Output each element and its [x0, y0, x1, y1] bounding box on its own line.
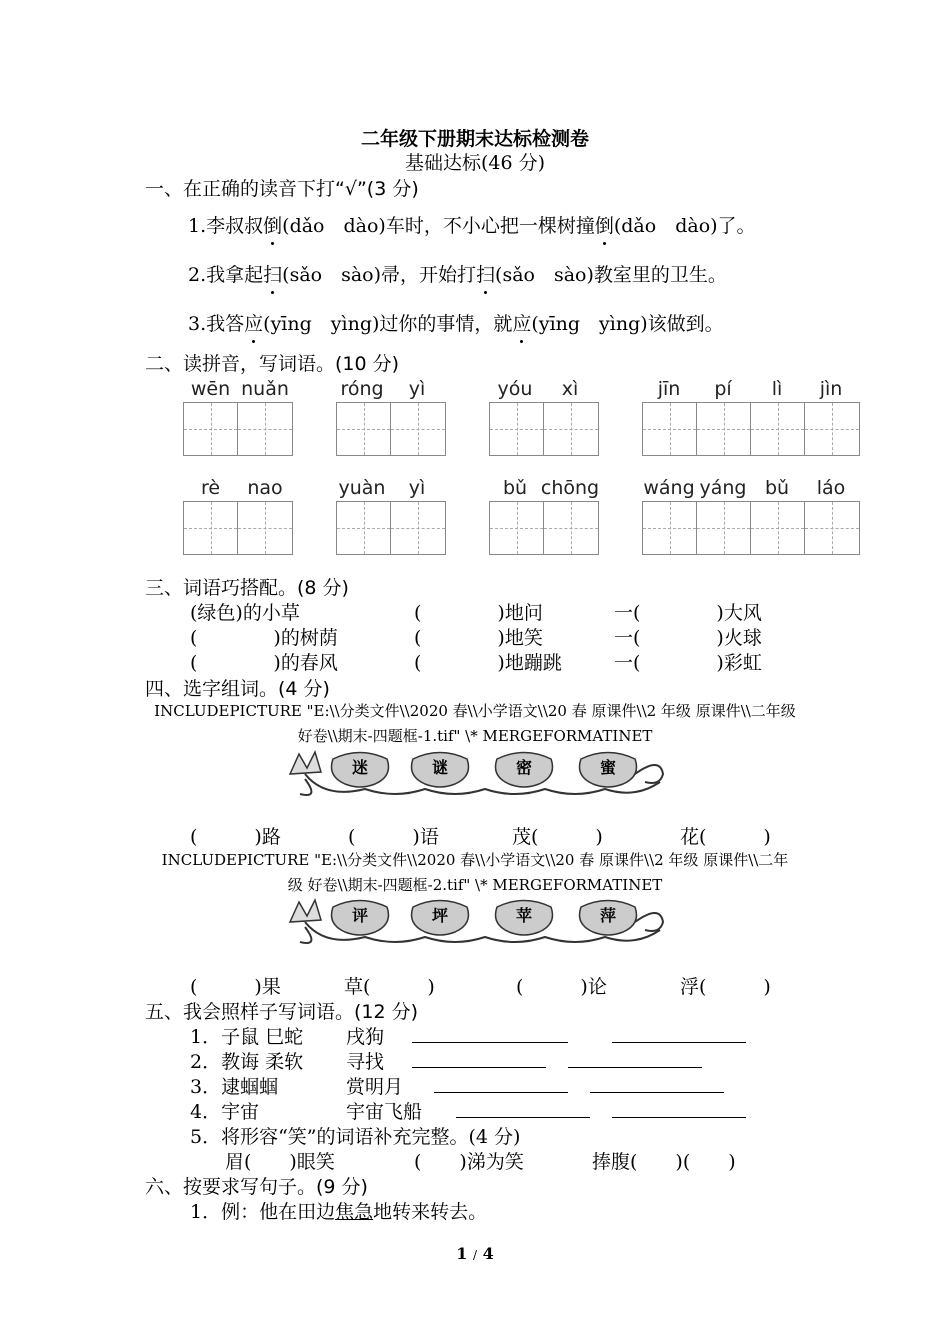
s4-answer: 茂( ) [512, 826, 603, 848]
s5-laugh: 眉( )眼笑 [225, 1151, 335, 1173]
s5-item-1: 1．子鼠 巳蛇 [190, 1026, 304, 1048]
writing-grid[interactable] [336, 501, 446, 555]
pinyin: wáng [643, 477, 695, 499]
section-2-heading: 二、读拼音，写词语。(10 分) [145, 353, 400, 375]
pinyin: pí [714, 378, 732, 400]
leaf-char: 密 [515, 758, 533, 777]
pinyin: yì [408, 378, 426, 400]
pinyin: xì [561, 378, 579, 400]
writing-grid[interactable] [642, 501, 860, 555]
s3-cell: (绿色)的小草 [190, 602, 300, 624]
leaf-char: 苹 [515, 906, 533, 925]
s5-example: 戌狗 [346, 1026, 385, 1048]
s6-example: 1．例：他在田边焦急地转来转去。 [190, 1201, 488, 1223]
s5-laugh: 捧腹( )( ) [592, 1151, 736, 1173]
writing-grid[interactable] [336, 402, 446, 456]
include-field-2b: 级 好卷\\期末-四题框-2.tif" \* MERGEFORMATINET [287, 876, 663, 894]
section-1-heading: 一、在正确的读音下打“√”(3 分) [145, 178, 419, 200]
page-subtitle: 基础达标(46 分) [404, 152, 546, 174]
pinyin: yuàn [338, 477, 386, 499]
pinyin: róng [340, 378, 384, 400]
s5-example: 赏明月 [346, 1076, 404, 1098]
answer-line[interactable] [612, 1099, 746, 1118]
s3-cell: ( )的树荫 [190, 627, 338, 649]
s3-cell: ( )地问 [414, 602, 543, 624]
s3-cell: ( )地笑 [414, 627, 543, 649]
pinyin: nuǎn [241, 378, 289, 400]
leaf-char: 坪 [431, 906, 449, 925]
s4-answer: 花( ) [680, 826, 771, 848]
s5-item-2: 2．教诲 柔软 [190, 1051, 304, 1073]
pinyin: bǔ [764, 477, 790, 499]
pinyin: yóu [497, 378, 533, 400]
s5-item-4: 4．宇宙 [190, 1101, 260, 1123]
s3-cell: 一( )火球 [614, 627, 762, 649]
pinyin: jīn [657, 378, 681, 400]
answer-line[interactable] [434, 1074, 568, 1093]
pinyin: bǔ [502, 477, 528, 499]
section-3-heading: 三、词语巧搭配。(8 分) [145, 577, 349, 599]
answer-line[interactable] [456, 1099, 590, 1118]
leaves-image-1 [285, 744, 670, 804]
answer-line[interactable] [412, 1049, 546, 1068]
leaf-char: 萍 [599, 906, 617, 925]
s4-answer: 浮( ) [680, 976, 771, 998]
include-field-2: INCLUDEPICTURE "E:\\分类文件\\2020 春\\小学语文\\20 春 原课件\\2 年级 原课件\\二年 [161, 851, 789, 869]
page-title: 二年级下册期末达标检测卷 [360, 128, 589, 150]
leaf-char: 评 [351, 906, 369, 925]
section-6-heading: 六、按要求写句子。(9 分) [145, 1176, 368, 1198]
s1-question-2: 2.我拿起扫(sǎo sào)帚，开始打扫(sǎo sào)教室里的卫生。 [188, 260, 727, 287]
pinyin: wēn [190, 378, 231, 400]
s5-example: 宇宙飞船 [346, 1101, 423, 1123]
s4-answer: ( )果 [190, 976, 281, 998]
answer-line[interactable] [568, 1049, 702, 1068]
writing-grid[interactable] [489, 402, 599, 456]
pinyin: yáng [699, 477, 747, 499]
answer-line[interactable] [412, 1024, 568, 1043]
s3-cell: 一( )彩虹 [614, 652, 762, 674]
writing-grid[interactable] [642, 402, 860, 456]
writing-grid[interactable] [183, 402, 293, 456]
pinyin: yì [408, 477, 426, 499]
leaf-char: 谜 [431, 758, 449, 777]
s1-question-1: 1.李叔叔倒(dǎo dào)车时，不小心把一棵树撞倒(dǎo dào)了。 [188, 211, 756, 238]
s4-answer: ( )路 [190, 826, 281, 848]
pinyin: láo [816, 477, 846, 499]
s4-answer: ( )论 [516, 976, 607, 998]
section-4-heading: 四、选字组词。(4 分) [145, 678, 330, 700]
s5-item-3: 3．逮蝈蝈 [190, 1076, 279, 1098]
include-field-1: INCLUDEPICTURE "E:\\分类文件\\2020 春\\小学语文\\20 春 原课件\\2 年级 原课件\\二年级 [154, 702, 796, 720]
writing-grid[interactable] [489, 501, 599, 555]
leaves-image-2 [285, 892, 670, 952]
pinyin: lì [771, 378, 783, 400]
s5-item-5: 5．将形容“笑”的词语补充完整。(4 分) [190, 1126, 521, 1148]
section-5-heading: 五、我会照样子写词语。(12 分) [145, 1001, 419, 1023]
writing-grid[interactable] [183, 501, 293, 555]
pinyin: rè [200, 477, 221, 499]
answer-line[interactable] [612, 1024, 746, 1043]
s5-laugh: ( )涕为笑 [414, 1151, 524, 1173]
s3-cell: ( )的春风 [190, 652, 338, 674]
pinyin: chōng [540, 477, 600, 499]
leaf-char: 迷 [351, 758, 369, 777]
s4-answer: 草( ) [344, 976, 435, 998]
leaf-char: 蜜 [599, 758, 617, 777]
page-number: 1 / 4 [456, 1244, 494, 1263]
s1-question-3: 3.我答应(yīng yìng)过你的事情，就应(yīng yìng)该做到。 [188, 309, 724, 336]
s3-cell: 一( )大风 [614, 602, 762, 624]
pinyin: nao [247, 477, 283, 499]
answer-line[interactable] [590, 1074, 724, 1093]
s4-answer: ( )语 [348, 826, 439, 848]
s3-cell: ( )地蹦跳 [414, 652, 562, 674]
s5-example: 寻找 [346, 1051, 385, 1073]
pinyin: jìn [819, 378, 843, 400]
include-field-1b: 好卷\\期末-四题框-1.tif" \* MERGEFORMATINET [297, 727, 653, 745]
